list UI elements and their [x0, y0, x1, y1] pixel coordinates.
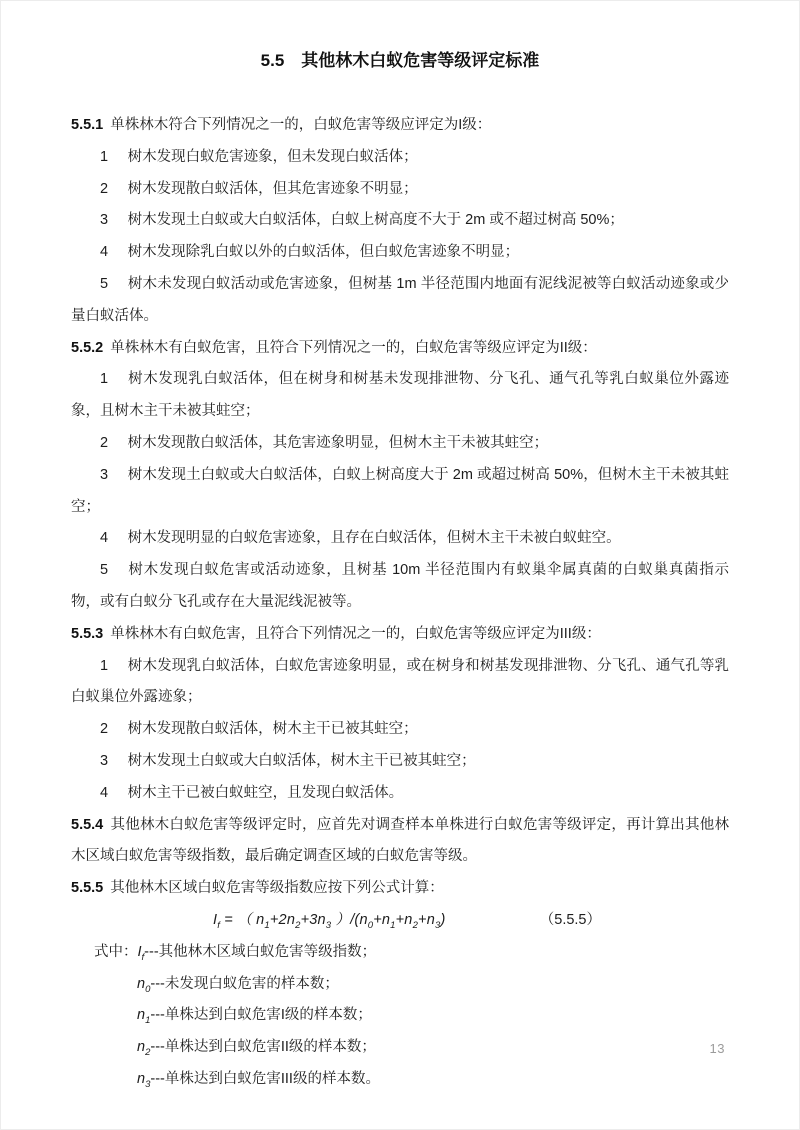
clause-item	[71, 364, 729, 428]
clause-text: 树木发现乳白蚁活体，白蚁危害迹象明显，或在树身和树基发现排泄物、分飞孔、通气孔等乳白蚁巢位外露迹象；	[71, 657, 729, 706]
clause-number: 5	[100, 562, 109, 579]
clause-item	[71, 523, 729, 555]
section-intro: 其他林木白蚁危害等级评定时，应首先对调查样本单株进行白蚁危害等级评定，再计算出其他林木区域白蚁危害等级指数，最后确定调查区域的白蚁危害等级。	[71, 816, 729, 865]
page-title: 5.5 其他林木白蚁危害等级评定标准	[260, 51, 540, 70]
clause-text: 树木发现白蚁危害或活动迹象，且树基 10m 半径范围内有蚁巢伞属真菌的白蚁巢真菌指示物，或有白蚁分飞孔或存在大量泥线泥被等。	[71, 562, 729, 610]
clause-text: 树木发现白蚁危害迹象，但未发现白蚁活体；	[127, 148, 418, 165]
formula-variable-subscript: 0	[145, 983, 151, 995]
clause-item	[71, 269, 729, 333]
section-number: 5.5.5	[71, 880, 104, 897]
formula-definition	[137, 969, 729, 1001]
section-paragraph	[71, 873, 729, 905]
section-paragraph	[71, 333, 729, 365]
definition-text: ---单株达到白蚁危害III级的样本数。	[150, 1070, 380, 1087]
section-intro: 单株林木有白蚁危害，且符合下列情况之一的，白蚁危害等级应评定为III级：	[110, 625, 601, 642]
formula-row	[71, 905, 729, 937]
clause-number: 3	[100, 752, 109, 769]
clause-number: 5	[100, 275, 109, 292]
formula-definition	[137, 1064, 729, 1096]
clause-number: 3	[100, 466, 109, 483]
clause-item	[71, 460, 729, 524]
clause-item	[71, 778, 729, 810]
clause-number: 2	[100, 180, 109, 197]
formula-variable-subscript: 3	[145, 1078, 151, 1090]
formula-expression: $I_f$ = （ $n_1+2n_2+3n_3$ ）$/(n_0+n_1+n_2+n_3)$	[213, 911, 446, 931]
formula-variable: n	[137, 975, 146, 992]
definition-text: ---单株达到白蚁危害II级的样本数；	[150, 1039, 376, 1056]
section-paragraph	[71, 619, 729, 651]
clause-number: 1	[100, 657, 109, 674]
where-label: 式中：	[94, 943, 138, 960]
definition-text: ---单株达到白蚁危害I级的样本数；	[150, 1007, 372, 1024]
section-intro: 单株林木符合下列情况之一的，白蚁危害等级应评定为I级：	[110, 117, 492, 133]
clause-text: 树木发现土白蚁或大白蚁活体，树木主干已被其蛀空；	[127, 752, 476, 769]
formula-variable: n	[137, 1070, 146, 1087]
section-number: 5.5.1	[71, 117, 104, 133]
formula-variable: I	[137, 943, 142, 960]
formula-number: （5.5.5）	[539, 911, 601, 928]
clause-text: 树木发现明显的白蚁危害迹象，且存在白蚁活体，但树木主干未被白蚁蛀空。	[127, 530, 621, 547]
clause-item	[71, 205, 729, 237]
clause-number: 3	[100, 212, 109, 229]
definition-text: ---其他林木区域白蚁危害等级指数；	[144, 943, 377, 960]
clause-text: 树木发现散白蚁活体，但其危害迹象不明显；	[127, 180, 418, 197]
clause-text: 树木发现散白蚁活体，其危害迹象明显，但树木主干未被其蛀空；	[127, 434, 549, 451]
clause-item	[71, 651, 729, 715]
clause-text: 树木未发现白蚁活动或危害迹象，但树基 1m 半径范围内地面有泥线泥被等白蚁活动迹象或少量白蚁活体。	[71, 275, 729, 324]
formula-variable: n	[137, 1039, 146, 1056]
clause-text: 树木发现土白蚁或大白蚁活体，白蚁上树高度大于 2m 或超过树高 50%，但树木主干未被其蛀空；	[71, 466, 729, 515]
formula-variable-subscript: f	[141, 951, 145, 963]
clause-number: 4	[100, 244, 109, 261]
clause-item	[71, 428, 729, 460]
document-body	[71, 110, 729, 1096]
section-number: 5.5.2	[71, 339, 104, 356]
definition-text: ---未发现白蚁危害的样本数；	[150, 975, 339, 992]
clause-item	[71, 555, 729, 619]
clause-number: 4	[100, 530, 109, 547]
formula-variable-subscript: 1	[145, 1015, 151, 1027]
formula-definition	[137, 1032, 729, 1064]
formula-variable-subscript: 2	[145, 1047, 151, 1058]
section-number: 5.5.4	[71, 816, 104, 833]
clause-number: 1	[100, 371, 109, 388]
clause-text: 树木发现乳白蚁活体，但在树身和树基未发现排泄物、分飞孔、通气孔等乳白蚁巢位外露迹象，且树木主干未被其蛀空；	[71, 371, 729, 420]
formula-definition	[137, 1000, 729, 1032]
clause-text: 树木主干已被白蚁蛀空，且发现白蚁活体。	[127, 784, 404, 801]
clause-number: 4	[100, 784, 109, 801]
clause-item	[71, 174, 729, 206]
clause-text: 树木发现散白蚁活体，树木主干已被其蛀空；	[127, 721, 418, 738]
section-paragraph	[71, 110, 729, 142]
page-number: 13	[709, 1041, 725, 1056]
clause-number: 1	[100, 148, 109, 165]
clause-item	[71, 746, 729, 778]
section-intro: 其他林木区域白蚁危害等级指数应按下列公式计算：	[110, 880, 444, 897]
formula-variable: n	[137, 1007, 146, 1024]
section-number: 5.5.3	[71, 625, 104, 642]
clause-item	[71, 142, 729, 174]
clause-number: 2	[100, 721, 109, 738]
clause-number: 2	[100, 434, 109, 451]
formula-definition	[94, 937, 729, 969]
clause-text: 树木发现土白蚁或大白蚁活体，白蚁上树高度不大于 2m 或不超过树高 50%；	[127, 212, 624, 229]
section-paragraph	[71, 810, 729, 874]
section-intro: 单株林木有白蚁危害，且符合下列情况之一的，白蚁危害等级应评定为II级：	[110, 339, 597, 356]
clause-item	[71, 237, 729, 269]
clause-item	[71, 714, 729, 746]
clause-text: 树木发现除乳白蚁以外的白蚁活体，但白蚁危害迹象不明显；	[127, 244, 520, 261]
